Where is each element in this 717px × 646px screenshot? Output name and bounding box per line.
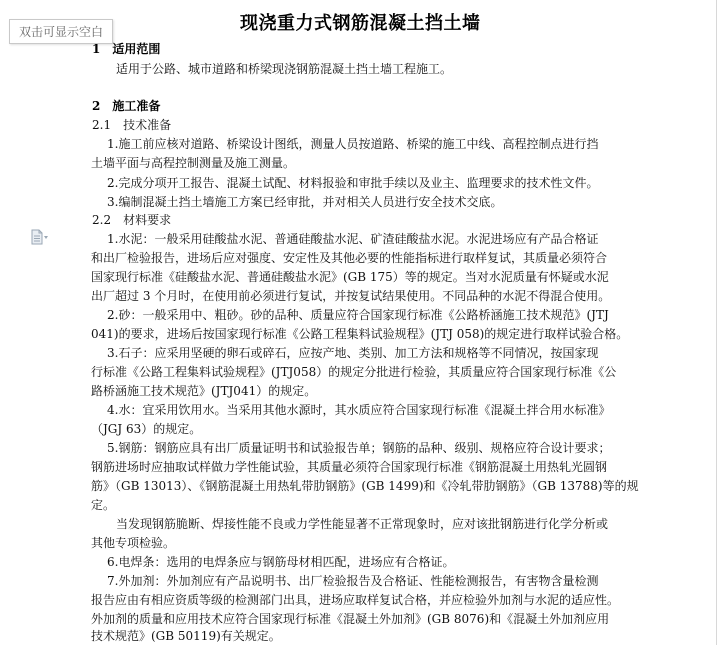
paragraph-line: 土墙平面与高程控制测量及施工测量。 [91,156,296,170]
paragraph-line: 筋》（GB 13013）、《钢筋混凝土用热轧带肋钢筋》(GB 1499)和《冷轧带肋钢筋》（GB 13788)等的规 [91,479,639,493]
subsection-heading-materials: 2.2 材料要求 [92,213,172,227]
paragraph-line: 出厂超过 3 个月时，在使用前必须进行复试，并按复试结果使用。不同品种的水泥不得混合使用。 [91,289,611,303]
document-title: 现浇重力式钢筋混凝土挡土墙 [240,13,481,34]
paragraph-line: 当发现钢筋脆断、焊接性能不良或力学性能显著不正常现象时，应对该批钢筋进行化学分析或 [116,517,609,531]
blank-space-tooltip: 双击可显示空白 [9,19,113,44]
paragraph-line: 国家现行标准《硅酸盐水泥、普通硅酸盐水泥》(GB 175）等的规定。当对水泥质量有怀疑或水泥 [91,270,609,284]
paragraph-line: 3.编制混凝土挡土墙施工方案已经审批，并对相关人员进行安全技术交底。 [107,195,503,209]
paragraph-line: 041)的要求，进场后按国家现行标准《公路工程集料试验规程》(JTJ 058)的规定进行取样试验合格。 [91,327,629,341]
paragraph-line: 和出厂检验报告，进场后应对强度、安定性及其他必要的性能指标进行取样复试，其质量必须符合 [91,251,608,265]
paragraph-line: 定。 [91,498,116,512]
paragraph-line: 适用于公路、城市道路和桥梁现浇钢筋混凝土挡土墙工程施工。 [116,62,453,76]
paragraph-line: 其他专项检验。 [91,536,176,550]
section-heading-preparation: 2 施工准备 [92,99,161,113]
paragraph-line: 4.水：宜采用饮用水。当采用其他水源时，其水质应符合国家现行标准《混凝土拌合用水标准》 [107,403,611,417]
paragraph-line: 行标准《公路工程集料试验规程》(JTJ058）的规定分批进行检验，其质量应符合国家现行标准《公 [91,365,617,379]
paragraph-line: 外加剂的质量和应用技术应符合国家现行标准《混凝土外加剂》(GB 8076)和《混凝土外加剂应用 [91,612,610,626]
paragraph-line: 7.外加剂：外加剂应有产品说明书、出厂检验报告及合格证、性能检测报告，有害物含量检测 [107,574,599,588]
paragraph-line: 5.钢筋：钢筋应具有出厂质量证明书和试验报告单；钢筋的品种、级别、规格应符合设计要求； [107,441,611,455]
subsection-heading-technical: 2.1 技术准备 [92,118,172,132]
section-heading-scope: 1 适用范围 [92,42,161,56]
paragraph-line: 技术规范》(GB 50119)有关规定。 [91,629,281,643]
paragraph-line: 3.石子：应采用坚硬的卵石或碎石，应按产地、类别、加工方法和规格等不同情况，按国家现 [107,346,599,360]
document-icon[interactable] [30,229,50,245]
paragraph-line: 1.施工前应核对道路、桥梁设计图纸，测量人员按道路、桥梁的施工中线、高程控制点进行挡 [107,137,599,151]
paragraph-line: 路桥涵施工技术规范》(JTJ041）的规定。 [91,384,317,398]
paragraph-line: （JGJ 63）的规定。 [91,422,202,436]
paragraph-line: 2.砂：一般采用中、粗砂。砂的品种、质量应符合国家现行标准《公路桥涵施工技术规范》(JTJ [107,308,609,322]
paragraph-line: 6.电焊条：选用的电焊条应与钢筋母材相匹配，进场应有合格证。 [107,555,455,569]
paragraph-line: 1.水泥：一般采用硅酸盐水泥、普通硅酸盐水泥、矿渣硅酸盐水泥。水泥进场应有产品合格证 [107,232,599,246]
paragraph-line: 2.完成分项开工报告、混凝土试配、材料报验和审批手续以及业主、监理要求的技术性文件。 [107,176,599,190]
paragraph-line: 报告应由有相应资质等级的检测部门出具，进场应取样复试合格，并应检验外加剂与水泥的适应性。 [91,593,620,607]
paragraph-line: 钢筋进场时应抽取试样做力学性能试验，其质量必须符合国家现行标准《钢筋混凝土用热轧光圆钢 [91,460,608,474]
